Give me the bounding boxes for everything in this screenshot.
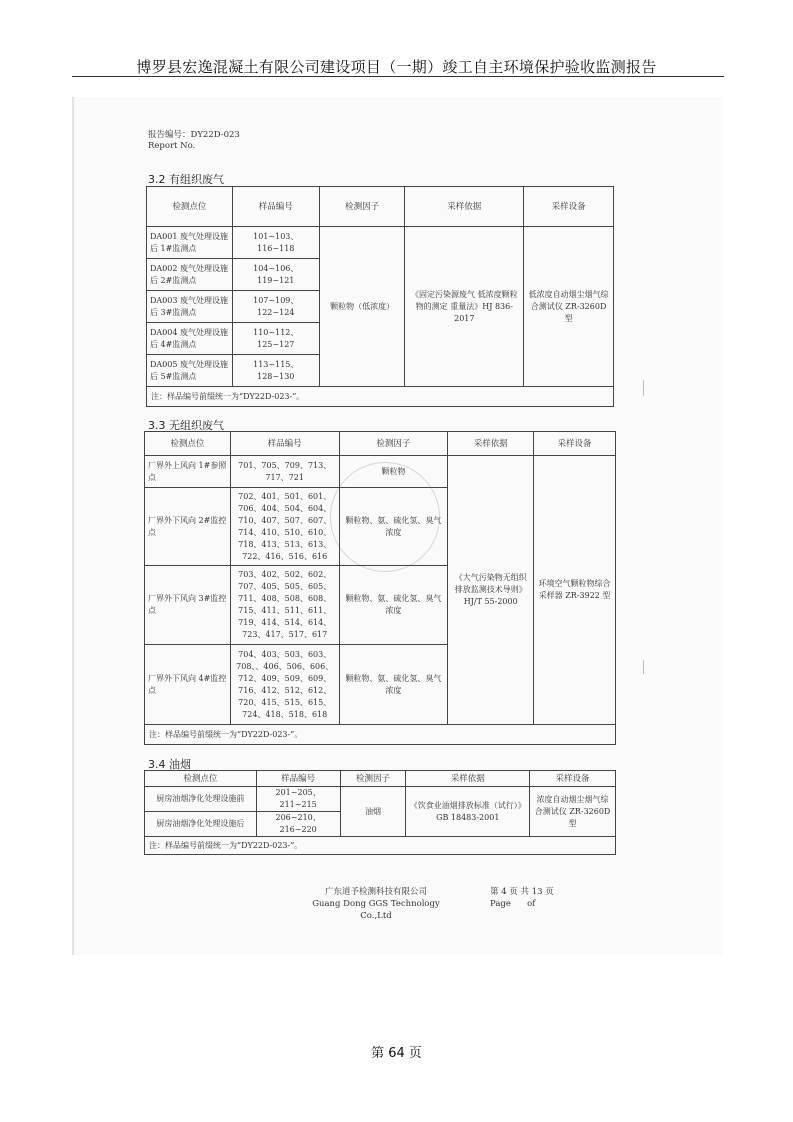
footer-company-cn: 广东道予检测科技有限公司 [324,887,427,897]
device-cell: 浓度自动烟尘烟气综合测试仪 ZR-3260D 型 [530,787,616,837]
footer-company-en: Guang Dong GGS Technology Co.,Ltd [312,899,440,921]
col-header-factor: 检测因子 [319,187,405,227]
factor-cell: 颗粒物、氨、硫化氢、臭气浓度 [339,566,448,645]
col-header-samples: 样品编号 [230,432,339,456]
samples-cell: 104~106、119~121 [232,259,319,291]
point-cell: 厂界外下风向 3#监控点 [145,566,231,645]
table-row [147,227,614,259]
scan-edge [72,97,74,955]
point-cell: 厂界外上风向 1#参照点 [145,456,231,488]
samples-cell: 101~103、116~118 [232,227,319,259]
page-number: 第 64 页 [371,1046,422,1061]
col-header-device: 采样设备 [530,771,616,787]
factor-cell: 颗粒物 [339,456,448,488]
col-header-samples: 样品编号 [232,187,319,227]
cooking-fume-table [144,770,616,855]
scan-mark [643,380,644,396]
factor-cell: 颗粒物、氨、硫化氢、臭气浓度 [339,488,448,566]
samples-cell: 704、403、503、603、708、、406、506、606、712、409、509、609、716、412、512、612、720、415、515、615、724、418、518、618 [230,645,339,725]
samples-cell: 701、705、709、713、717、721 [230,456,339,488]
section-title-3-2: 3.2 有组织废气 [148,173,224,186]
point-cell: DA005 废气处理设施后 5#监测点 [147,355,233,387]
samples-cell: 113~115、128~130 [232,355,319,387]
factor-cell: 颗粒物（低浓度） [319,227,405,387]
device-cell: 环境空气颗粒物综合采样器 ZR-3922 型 [534,456,616,725]
point-cell: DA004 废气处理设施后 4#监测点 [147,323,233,355]
col-header-point: 检测点位 [145,771,257,787]
point-cell: DA001 废气处理设施后 1#监测点 [147,227,233,259]
point-cell: 厨房油烟净化处理设施后 [145,812,257,837]
basis-cell: 《大气污染物无组织排放监测技术导则》HJ/T 55-2000 [448,456,534,725]
footer-page-cn: 第 4 页 共 13 页 [490,887,554,897]
col-header-basis: 采样依据 [406,771,530,787]
point-cell: 厂界外下风向 2#监控点 [145,488,231,566]
col-header-samples: 样品编号 [256,771,340,787]
point-cell: 厂界外下风向 4#监控点 [145,645,231,725]
table-note: 注：样品编号前缀统一为“DY22D-023-”。 [147,387,614,407]
table-row [145,787,616,812]
samples-cell: 201~205、211~215 [256,787,340,812]
col-header-point: 检测点位 [147,187,233,227]
table-note: 注：样品编号前缀统一为“DY22D-023-”。 [145,725,616,745]
header-divider [72,76,724,77]
document-header-title: 博罗县宏逸混凝土有限公司建设项目（一期）竣工自主环境保护验收监测报告 [136,58,657,76]
samples-cell: 206~210、216~220 [256,812,340,837]
report-number-cn: 报告编号：DY22D-023 [148,130,240,140]
col-header-basis: 采样依据 [405,187,524,227]
footer-company [306,886,446,922]
col-header-factor: 检测因子 [340,771,406,787]
point-cell: DA002 废气处理设施后 2#监测点 [147,259,233,291]
unorganized-exhaust-table [144,431,616,745]
samples-cell: 702、401、501、601、706、404、504、604、710、407、507、607、714、410、510、610、718、413、513、613、722、416、516、616 [230,488,339,566]
device-cell: 低浓度自动烟尘烟气综合测试仪 ZR-3260D 型 [524,227,614,387]
section-title-3-4: 3.4 油烟 [148,758,191,771]
report-number-en: Report No. [148,141,196,151]
samples-cell: 703、402、502、602、707、405、505、605、711、408、508、608、715、411、511、611、719、414、514、614、723、417、517、617 [230,566,339,645]
basis-cell: 《饮食业油烟排放标准（试行）》 GB 18483-2001 [406,787,530,837]
col-header-basis: 采样依据 [448,432,534,456]
section-title-3-3: 3.3 无组织废气 [148,419,224,432]
samples-cell: 107~109、122~124 [232,291,319,323]
col-header-device: 采样设备 [534,432,616,456]
col-header-factor: 检测因子 [339,432,448,456]
table-note: 注：样品编号前缀统一为“DY22D-023-”。 [145,837,616,855]
factor-cell: 油烟 [340,787,406,837]
point-cell: 厨房油烟净化处理设施前 [145,787,257,812]
footer-page-count [490,886,554,910]
col-header-device: 采样设备 [524,187,614,227]
basis-cell: 《固定污染源废气 低浓度颗粒物的测定 重量法》HJ 836-2017 [405,227,524,387]
col-header-point: 检测点位 [145,432,231,456]
factor-cell: 颗粒物、氨、硫化氢、臭气浓度 [339,645,448,725]
organized-exhaust-table [146,186,614,407]
table-row [145,456,616,488]
scan-mark [643,660,644,674]
footer-page-en: Page of [490,899,536,909]
point-cell: DA003 废气处理设施后 3#监测点 [147,291,233,323]
samples-cell: 110~112、125~127 [232,323,319,355]
report-number [148,130,240,152]
